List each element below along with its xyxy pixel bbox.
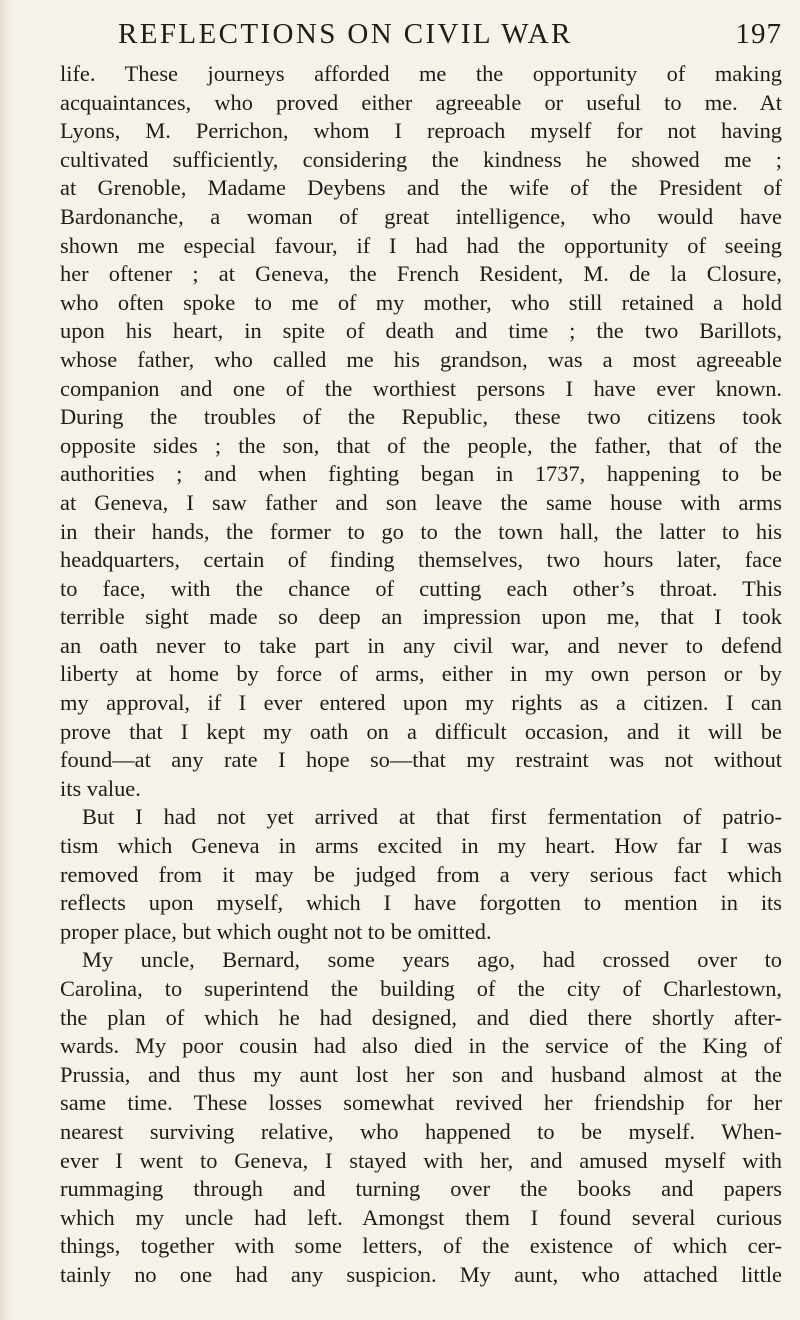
page-number: 197 xyxy=(735,18,782,50)
text-line: proper place, but which ought not to be omitted. xyxy=(60,918,492,944)
text-line: which my uncle had left. Amongst them I found several curious xyxy=(60,1204,782,1230)
text-line: removed from it may be judged from a very serious fact which xyxy=(60,861,782,887)
text-line: acquaintances, who proved either agreeable or useful to me. At xyxy=(60,89,782,115)
text-line: nearest surviving relative, who happened to be myself. When- xyxy=(60,1118,782,1144)
text-line: whose father, who called me his grandson, was a most agreeable xyxy=(60,346,782,372)
text-line: found—at any rate I hope so—that my restraint was not without xyxy=(60,747,782,773)
text-line: in their hands, the former to go to the town hall, the latter to his xyxy=(60,518,782,544)
text-line: life. These journeys afforded me the opportunity of making xyxy=(60,61,782,86)
text-line: Carolina, to superintend the building of the city of Charlestown, xyxy=(60,976,782,1001)
text-line: headquarters, certain of finding themselves, two hours later, face xyxy=(60,547,782,573)
text-line: companion and one of the worthiest persons I have ever known. xyxy=(60,375,782,401)
text-line: prove that I kept my oath on a difficult occasion, and it will be xyxy=(60,718,782,744)
text-line: my approval, if I ever entered upon my rights as a citizen. I can xyxy=(60,690,782,716)
text-line: terrible sight made so deep an impression upon me, that I took xyxy=(60,604,782,630)
text-line: reflects upon myself, which I have forgotten to mention in its xyxy=(60,890,782,916)
text-line: an oath never to take part in any civil war, and never to defend xyxy=(60,632,782,658)
text-line: Bardonanche, a woman of great intelligence, who would have xyxy=(60,203,782,229)
text-line: cultivated sufficiently, considering the kindness he showed me ; xyxy=(60,146,782,172)
text-line: at Geneva, I saw father and son leave the same house with arms xyxy=(60,489,782,515)
body-text xyxy=(60,60,782,1290)
text-line: liberty at home by force of arms, either in my own person or by xyxy=(60,661,782,687)
text-line: her oftener ; at Geneva, the French Resident, M. de la Closure, xyxy=(60,261,782,287)
text-line: My uncle, Bernard, some years ago, had crossed over to xyxy=(82,947,782,973)
text-line: ever I went to Geneva, I stayed with her, and amused myself with xyxy=(60,1147,782,1173)
text-line: shown me especial favour, if I had had the opportunity of seeing xyxy=(60,232,782,258)
text-line: opposite sides ; the son, that of the people, the father, that of the xyxy=(60,432,782,458)
text-line: tainly no one had any suspicion. My aunt, who attached little xyxy=(60,1261,782,1287)
text-line: Lyons, M. Perrichon, whom I reproach myself for not having xyxy=(60,118,782,144)
running-title: REFLECTIONS ON CIVIL WAR xyxy=(118,18,573,50)
text-line: who often spoke to me of my mother, who still retained a hold xyxy=(60,289,782,315)
text-line: things, together with some letters, of the existence of which cer- xyxy=(60,1233,782,1259)
text-line: wards. My poor cousin had also died in the service of the King of xyxy=(60,1033,782,1059)
running-head xyxy=(118,14,782,58)
text-line: to face, with the chance of cutting each other’s throat. This xyxy=(60,575,782,601)
text-line: its value. xyxy=(60,775,141,801)
text-line: tism which Geneva in arms excited in my heart. How far I was xyxy=(60,833,782,859)
text-line: During the troubles of the Republic, these two citizens took xyxy=(60,404,782,430)
text-line: upon his heart, in spite of death and time ; the two Barillots, xyxy=(60,318,782,344)
text-line: same time. These losses somewhat revived her friendship for her xyxy=(60,1090,782,1116)
text-line: Prussia, and thus my aunt lost her son and husband almost at the xyxy=(60,1061,782,1087)
text-line: rummaging through and turning over the books and papers xyxy=(60,1176,782,1202)
book-page xyxy=(60,14,782,1290)
text-line: But I had not yet arrived at that first fermentation of patrio- xyxy=(82,804,782,830)
text-line: authorities ; and when fighting began in 1737, happening to be xyxy=(60,461,782,487)
text-line: at Grenoble, Madame Deybens and the wife of the President of xyxy=(60,175,782,201)
text-line: the plan of which he had designed, and died there shortly after- xyxy=(60,1004,782,1030)
page-gutter-shadow xyxy=(0,0,14,1320)
